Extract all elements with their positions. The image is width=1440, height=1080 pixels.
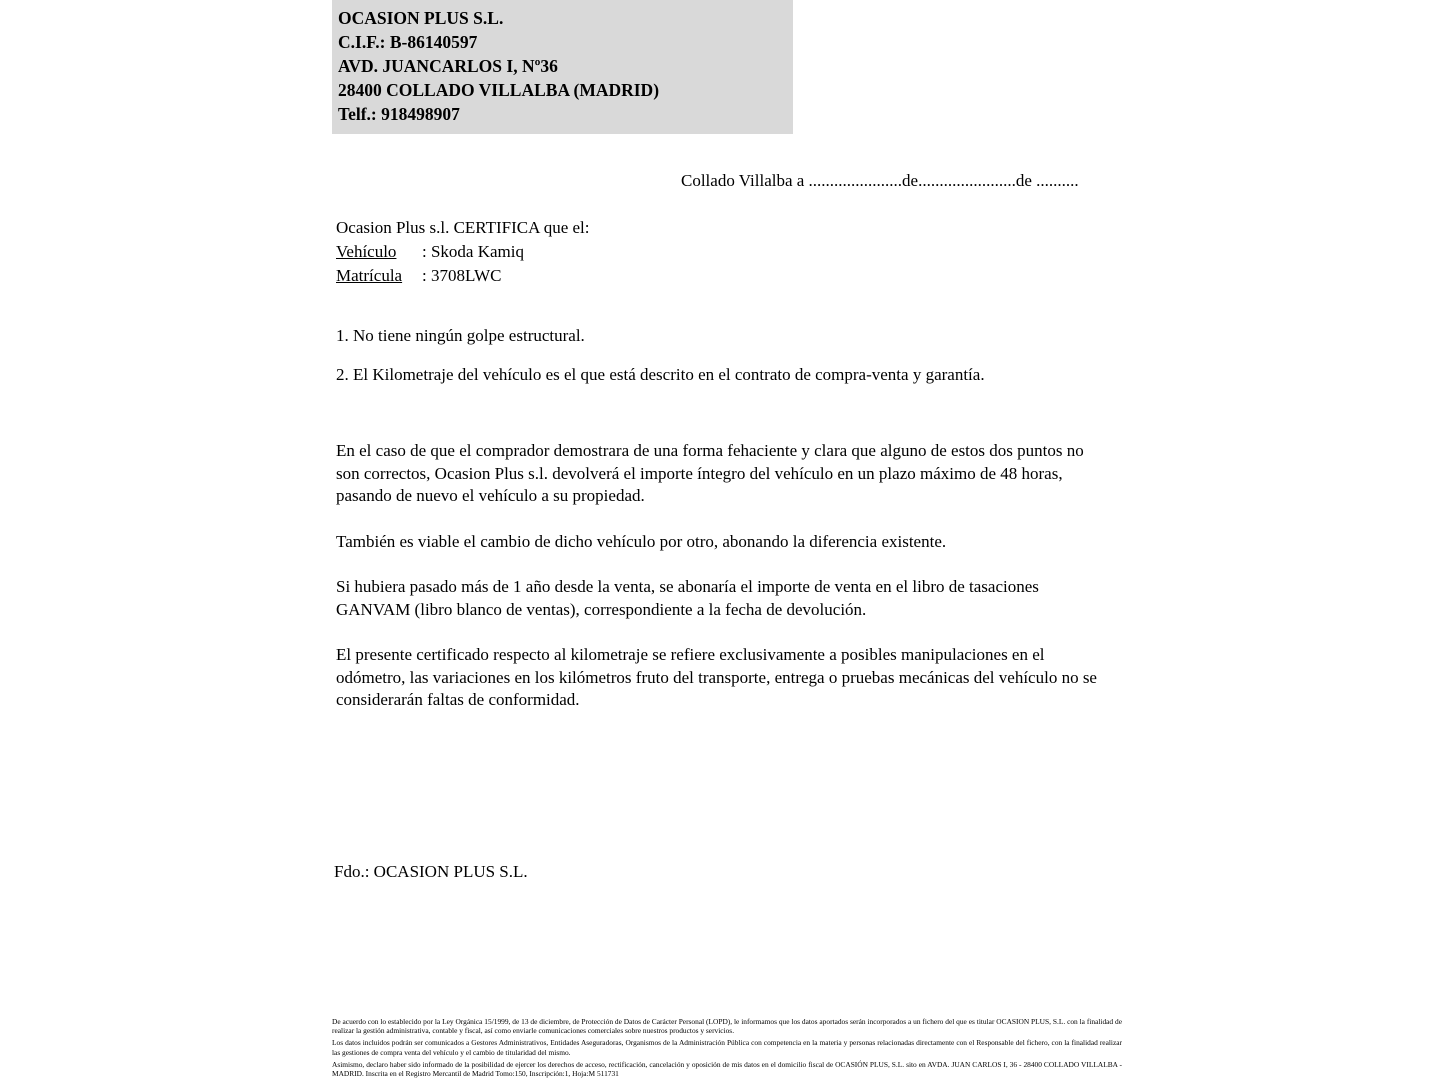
plate-value: : 3708LWC	[422, 266, 502, 285]
vehicle-row	[336, 240, 590, 264]
company-cif: C.I.F.: B-86140597	[338, 32, 478, 52]
paragraph-odometer-scope: El presente certificado respecto al kilometraje se refiere exclusivamente a posibles manipulaciones en el odómetro, las variaciones en los kilómetros fruto del transporte, entrega o pruebas mecánicas del vehículo no se considerarán faltas de conformidad.	[336, 645, 1097, 709]
company-letterhead	[332, 0, 793, 134]
certification-block	[336, 216, 590, 288]
legal-paragraph-rights: Asimismo, declaro haber sido informado de la posibilidad de ejercer los derechos de acceso, rectificación, cancelación y oposición de mis datos en el domicilio fiscal de OCASIÓN PLUS, S.L. sito en AVDA. JUAN CARLOS I, 36 - 28400 COLLADO VILLALBA - MADRID. Inscrita en el Registro Mercantil de Madrid Tomo:150, Inscripción:1, Hoja:M 511731	[332, 1059, 1122, 1079]
place-and-date-line: Collado Villalba a ......................de.......................de ..........	[681, 171, 1079, 190]
legal-notice	[332, 1017, 1122, 1078]
certified-point-1: 1. No tiene ningún golpe estructural.	[336, 326, 585, 345]
company-address-city: 28400 COLLADO VILLALBA (MADRID)	[338, 80, 660, 100]
signature-line: Fdo.: OCASION PLUS S.L.	[334, 862, 528, 881]
company-address-street: AVD. JUANCARLOS I, Nº36	[338, 56, 558, 76]
legal-paragraph-lopd: De acuerdo con lo establecido por la Ley Orgánica 15/1999, de 13 de diciembre, de Protección de Datos de Carácter Personal (LOPD), le informamos que los datos aportados serán incorporados a un fichero del que es titular OCASION PLUS, S.L. con la finalidad de realizar la gestión administrativa, contable y fiscal, así como enviarle comunicaciones comerciales sobre nuestros productos y servicios.	[332, 1017, 1122, 1036]
vehicle-label: Vehículo	[336, 242, 397, 261]
legal-paragraph-data-sharing: Los datos incluidos podrán ser comunicados a Gestores Administrativos, Entidades Aseguradoras, Organismos de la Administración Pública con competencia en la materia y personas relacionadas directamente con el Responsable del fichero, con la finalidad realizar las gestiones de compra venta del vehículo y el cambio de titularidad del mismo.	[332, 1038, 1122, 1057]
body-paragraphs	[336, 440, 1104, 735]
plate-row	[336, 264, 590, 288]
company-phone: Telf.: 918498907	[338, 104, 460, 124]
paragraph-ganvam-valuation: Si hubiera pasado más de 1 año desde la venta, se abonaría el importe de venta en el libro de tasaciones GANVAM (libro blanco de ventas), correspondiente a la fecha de devolución.	[336, 577, 1039, 619]
paragraph-vehicle-exchange: También es viable el cambio de dicho vehículo por otro, abonando la diferencia existente.	[336, 531, 947, 551]
plate-label: Matrícula	[336, 266, 403, 285]
certified-point-2: 2. El Kilometraje del vehículo es el que está descrito en el contrato de compra-venta y garantía.	[336, 365, 985, 384]
certification-intro: Ocasion Plus s.l. CERTIFICA que el:	[336, 218, 590, 237]
paragraph-refund-conditions: En el caso de que el comprador demostrara de una forma fehaciente y clara que alguno de estos dos puntos no son correctos, Ocasion Plus s.l. devolverá el importe íntegro del vehículo en un plazo máximo de 48 horas, pasando de nuevo el vehículo a su propiedad.	[336, 441, 1084, 505]
company-name: OCASION PLUS S.L.	[338, 8, 504, 28]
vehicle-value: : Skoda Kamiq	[422, 242, 524, 261]
